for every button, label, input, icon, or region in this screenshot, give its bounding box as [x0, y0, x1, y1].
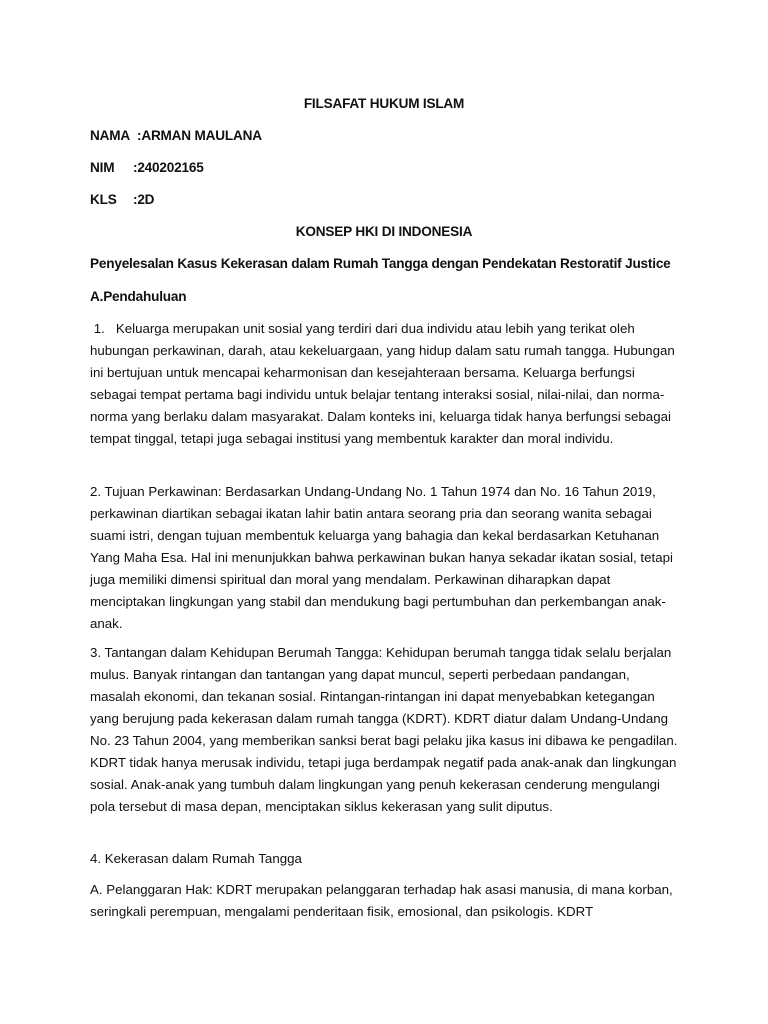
document-heading: Penyelesalan Kasus Kekerasan dalam Rumah Tangga dengan Pendekatan Restoratif Justice — [90, 256, 671, 271]
kls-label: KLS — [90, 192, 117, 207]
nim-value: :240202165 — [133, 160, 204, 175]
nama-line — [90, 126, 262, 146]
kls-value: :2D — [133, 192, 155, 207]
paragraph-5: A. Pelanggaran Hak: KDRT merupakan pelanggaran terhadap hak asasi manusia, di mana korban, seringkali perempuan, mengalami penderitaan fisik, emosional, dan psikologis. KDRT — [90, 882, 673, 919]
paragraph-2: 2. Tujuan Perkawinan: Berdasarkan Undang-Undang No. 1 Tahun 1974 dan No. 16 Tahun 2019, perkawinan diartikan sebagai ikatan lahir batin antara seorang pria dan seorang wanita sebagai suami istri, dengan tujuan membentuk keluarga yang bahagia dan kekal berdasarkan Ketuhanan Yang Maha Esa. Hal ini menunjukkan bahwa perkawinan bukan hanya sekadar ikatan sosial, tetapi juga memiliki dimensi spiritual dan moral yang mendalam. Perkawinan diharapkan dapat menciptakan lingkungan yang stabil dan mendukung bagi pertumbuhan dan perkembangan anak-anak. — [90, 484, 673, 631]
paragraph-1: 1. Keluarga merupakan unit sosial yang terdiri dari dua individu atau lebih yang terikat oleh hubungan perkawinan, darah, atau kekeluargaan, yang hidup dalam satu rumah tangga. Hubungan ini bertujuan untuk mencapai keharmonisan dan kesejahteraan bersama. Keluarga berfungsi sebagai tempat pertama bagi individu untuk belajar tentang interaksi sosial, nilai-nilai, dan norma-norma yang berlaku dalam masyarakat. Dalam konteks ini, keluarga tidak hanya berfungsi sebagai tempat tinggal, tetapi juga sebagai institusi yang membentuk karakter dan moral individu. — [90, 321, 679, 446]
kls-line — [90, 190, 154, 210]
nim-line — [90, 158, 204, 178]
document-title: FILSAFAT HUKUM ISLAM — [303, 96, 465, 111]
document-subtitle: KONSEP HKI DI INDONESIA — [295, 224, 473, 239]
nama-value: :ARMAN MAULANA — [137, 128, 262, 143]
nama-label: NAMA — [90, 128, 130, 143]
paragraph-4: 4. Kekerasan dalam Rumah Tangga — [90, 851, 302, 866]
nim-label: NIM — [90, 160, 115, 175]
paragraph-3: 3. Tantangan dalam Kehidupan Berumah Tangga: Kehidupan berumah tangga tidak selalu berjalan mulus. Banyak rintangan dan tantangan yang dapat muncul, seperti perbedaan pandangan, masalah ekonomi, dan tekanan sosial. Rintangan-rintangan ini dapat menyebabkan ketegangan yang berujung pada kekerasan dalam rumah tangga (KDRT). KDRT diatur dalam Undang-Undang No. 23 Tahun 2004, yang memberikan sanksi berat bagi pelaku jika kasus ini dibawa ke pengadilan. KDRT tidak hanya merusak individu, tetapi juga berdampak negatif pada anak-anak dan lingkungan sosial. Anak-anak yang tumbuh dalam lingkungan yang penuh kekerasan cenderung mengulangi pola tersebut di masa depan, menciptakan siklus kekerasan yang sulit diputus. — [90, 645, 678, 814]
section-heading: A.Pendahuluan — [90, 289, 187, 304]
